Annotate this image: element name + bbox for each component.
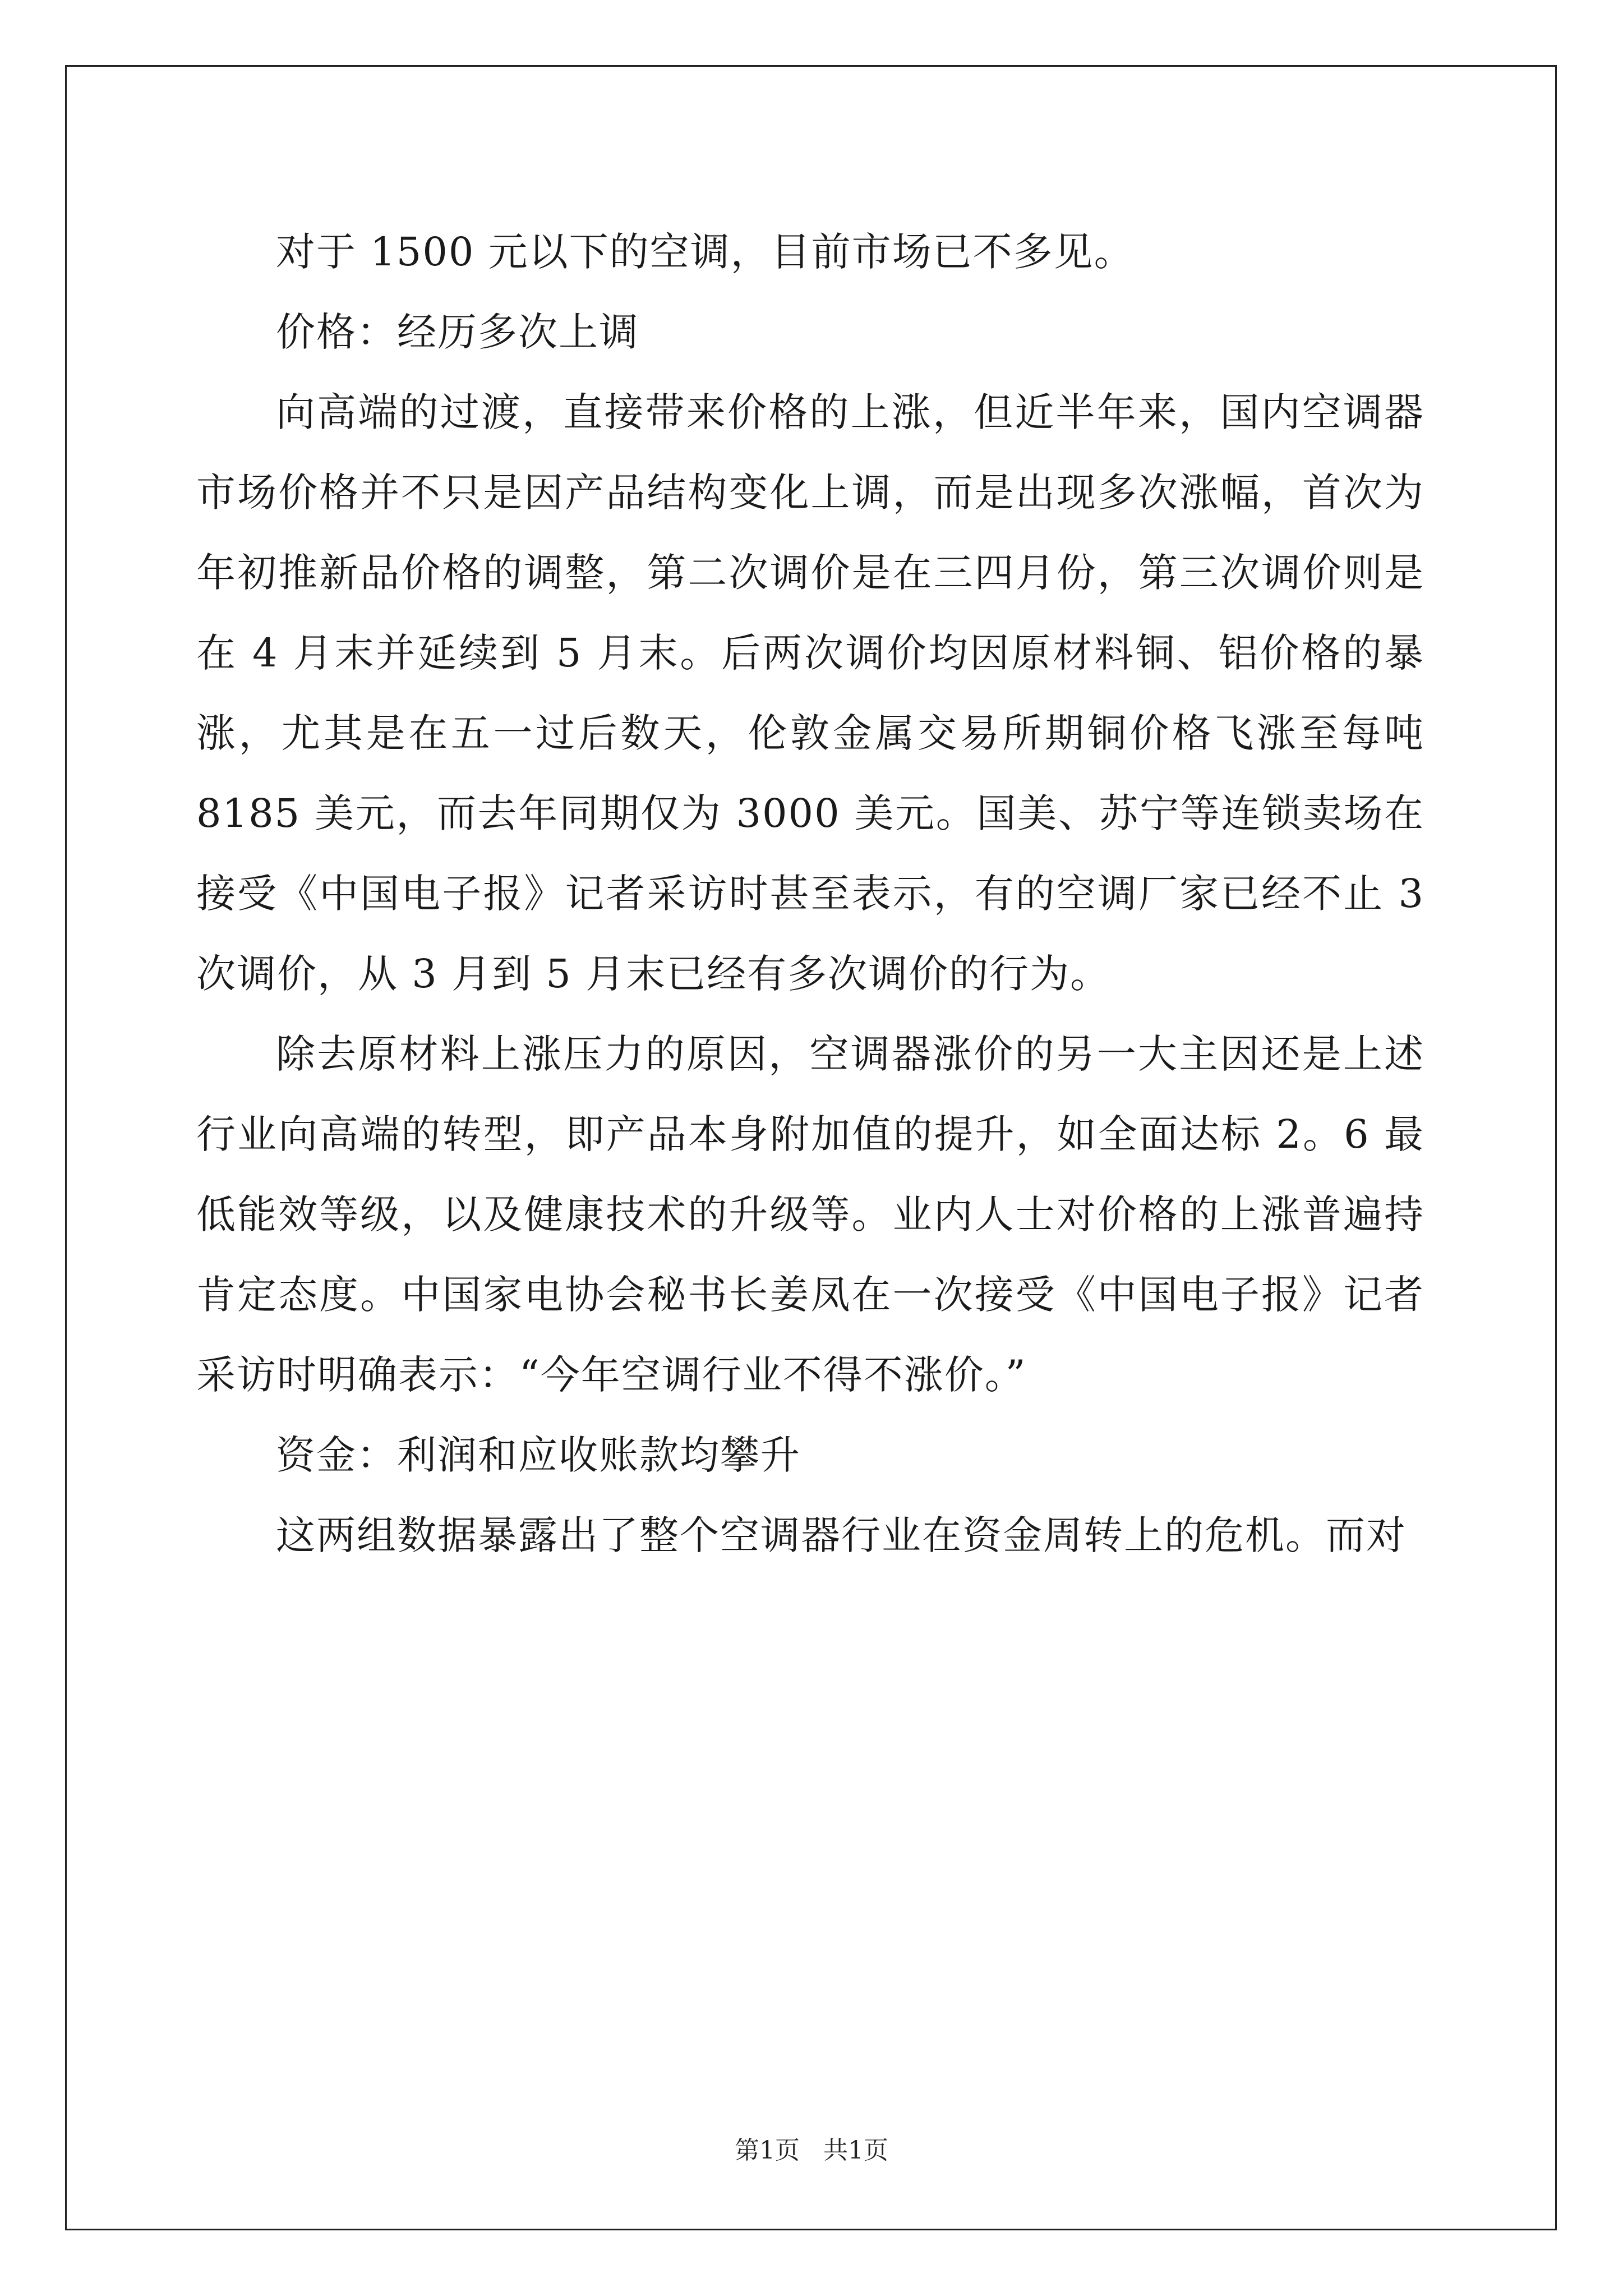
page-total: 共1页	[823, 2136, 888, 2165]
section-heading: 价格：经历多次上调	[276, 309, 639, 355]
paragraph: 除去原材料上涨压力的原因，空调器涨价的另一大主因还是上述行业向高端的转型，即产品本身附加值的提升，如全面达标 2。6 最低能效等级，以及健康技术的升级等。业内人士对价格的上涨普遍持肯定态度。中国家电协会秘书长姜凤在一次接受《中国电子报》记者采访时明确表示：“今年空调行业不得不涨价。”	[196, 1031, 1424, 1398]
paragraph: 向高端的过渡，直接带来价格的上涨，但近半年来，国内空调器市场价格并不只是因产品结构变化上调，而是出现多次涨幅，首次为年初推新品价格的调整，第二次调价是在三四月份，第三次调价则是在 4 月末并延续到 5 月末。后两次调价均因原材料铜、铝价格的暴涨，尤其是在五一过后数天，伦敦金属交易所期铜价格飞涨至每吨 8185 美元，而去年同期仅为 3000 美元。国美、苏宁等连锁卖场在接受《中国电子报》记者采访时甚至表示，有的空调厂家已经不止 3 次调价，从 3 月到 5 月末已经有多次调价的行为。	[196, 389, 1424, 997]
paragraph: 这两组数据暴露出了整个空调器行业在资金周转上的危机。而对	[276, 1512, 1407, 1558]
document-body	[196, 212, 1424, 1576]
section-heading: 资金：利润和应收账款均攀升	[276, 1432, 801, 1478]
page-number: 第1页	[735, 2136, 800, 2165]
paragraph: 对于 1500 元以下的空调，目前市场已不多见。	[276, 229, 1135, 275]
page-footer	[0, 2135, 1623, 2166]
